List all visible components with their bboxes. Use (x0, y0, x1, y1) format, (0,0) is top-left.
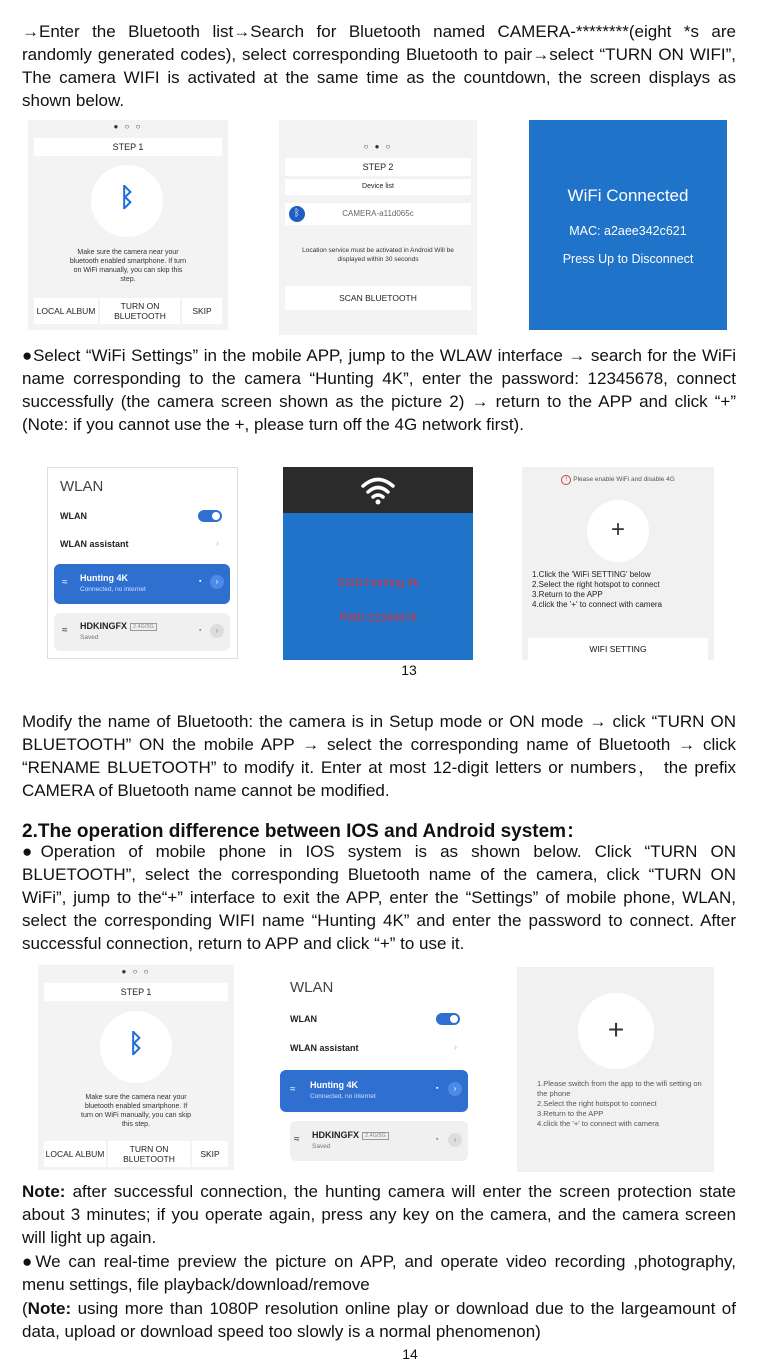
local-album-button[interactable]: LOCAL ALBUM (34, 298, 98, 324)
wifi-connected-title: WiFi Connected (567, 186, 689, 205)
scan-bluetooth-button[interactable]: SCAN BLUETOOTH (285, 286, 471, 310)
camera-header (283, 467, 473, 513)
page-dots: ○ ● ○ (363, 142, 393, 151)
location-note: Location service must be activated in Android Will be displayed within 30 seconds (302, 247, 454, 263)
ssid-text: SSID:Hunting 4k (337, 577, 419, 589)
step-description: Make sure the camera near your bluetooth enabled smartphone. If turn on WiFi manually, you can skip this step. (81, 1094, 191, 1128)
wifi-settings-paragraph: ●Select “WiFi Settings” in the mobile APP, jump to the WLAW interface → search for the WiFi name corresponding to the camera “Hunting 4K”, enter the password: 12345678, connect successfully (the camera screen shown as the picture 2) → return to the APP and click “+” (Note: if you cannot use the +, please turn off the 4G network first). (22, 346, 736, 434)
device-name: CAMERA-a11d065c (342, 209, 414, 218)
network-name: HDKINGFX 2.4G/5G (312, 1130, 389, 1140)
section-heading: 2.The operation difference between IOS and Android system： (22, 821, 586, 842)
page-number: 13 (401, 662, 417, 678)
camera-ssid-screen (283, 467, 473, 660)
info-icon[interactable]: › (448, 1082, 462, 1096)
password-text: PWD:12345678 (339, 612, 417, 624)
add-camera-button[interactable]: + (578, 993, 654, 1069)
preview-paragraph: ●We can real-time preview the picture on APP, and operate video recording ,photography, menu settings, file playback/download/remove (22, 1252, 736, 1294)
band-badge: 2.4G/5G (130, 623, 157, 631)
device-row[interactable] (285, 203, 471, 225)
lock-icon: ▪ (436, 1085, 439, 1092)
note-resolution: (Note: using more than 1080P resolution online play or download due to the largeamount of data, upload or download speed too slowly is a normal phenomenon) (22, 1299, 736, 1341)
network-name: HDKINGFX 2.4G/5G (80, 621, 157, 631)
step2-screenshot (279, 120, 477, 335)
device-list-label: Device list (285, 179, 471, 195)
lock-icon: ▪ (436, 1136, 439, 1143)
warning-icon: ! (561, 475, 571, 485)
skip-button[interactable]: SKIP (192, 1141, 228, 1167)
bluetooth-icon: ᛒ (119, 182, 135, 212)
intro-paragraph: →Enter the Bluetooth list→Search for Bluetooth named CAMERA-********(eight *s are randomly generated codes), select corresponding Bluetooth to pair→select “TURN ON WIFI”, The camera WIFI is activated at the same time as the countdown, the screen displays as shown below. (22, 22, 736, 110)
wifi-icon (360, 475, 396, 505)
info-icon[interactable]: › (210, 575, 224, 589)
chevron-right-icon: › (216, 538, 219, 548)
camera-wifi-connected-screen (529, 120, 727, 330)
rename-bluetooth-paragraph: Modify the name of Bluetooth: the camera is in Setup mode or ON mode → click “TURN ON BLUETOOTH” ON the mobile APP → select the corresponding name of Bluetooth → click “RENAME BLUETOOTH” to modify it. Enter at most 12-digit letters or numbers， the prefix CAMERA of Bluetooth name cannot be modified. (22, 712, 736, 800)
wlan-title: WLAN (290, 979, 334, 996)
network-hdkingfx[interactable] (290, 1121, 468, 1161)
wlan-label: WLAN (290, 1014, 317, 1024)
network-hunting-4k[interactable] (54, 564, 230, 604)
note-screen-protection: Note: after successful connection, the hunting camera will enter the screen protection state about 3 minutes; if you operate again, press any key on the camera, and the camera screen will light up again. (22, 1182, 736, 1247)
wifi-icon: ≈ (62, 577, 68, 588)
wlan-label: WLAN (60, 511, 87, 521)
mac-address: MAC: a2aee342c621 (569, 224, 687, 238)
turn-on-bluetooth-button[interactable]: TURN ON BLUETOOTH (100, 298, 180, 324)
turn-on-bluetooth-button[interactable]: TURN ON BLUETOOTH (108, 1141, 190, 1167)
wifi-setting-button[interactable]: WIFI SETTING (528, 638, 708, 660)
wlan-toggle[interactable] (436, 1013, 460, 1025)
network-status: Connected, no internet (80, 586, 146, 593)
step-title: STEP 1 (44, 983, 228, 1001)
page-dots: ● ○ ○ (113, 122, 143, 131)
app-instructions: 1.Click the 'WiFi SETTING' below 2.Select the right hotspot to connect 3.Return to the APP 4.click the '+' to connect with camera (532, 570, 663, 609)
note-label: Note: (22, 1182, 66, 1201)
step1-screenshot (28, 120, 228, 330)
app-plus-screenshot (522, 467, 714, 660)
ios-step1-screenshot (38, 965, 234, 1170)
chevron-right-icon: › (454, 1042, 457, 1052)
network-status: Saved (80, 634, 99, 641)
info-icon[interactable]: › (210, 624, 224, 638)
network-hunting-4k[interactable] (280, 1070, 468, 1112)
lock-icon: ▪ (199, 627, 202, 634)
ios-operation-paragraph: ●Operation of mobile phone in IOS system is as shown below. Click “TURN ON BLUETOOTH”, select the corresponding Bluetooth name of the camera, click “TURN ON WiFi”, jump to the“+” interface to exit the APP, enter the “Settings” of mobile phone, WLAN, select the corresponding WIFI name “Hunting 4K” and enter the password to connect. After successful connection, return to APP and click “+” to use it. (22, 842, 736, 953)
network-name: Hunting 4K (80, 573, 128, 583)
wlan-title: WLAN (60, 478, 104, 495)
wifi-icon: ≈ (290, 1084, 296, 1095)
lock-icon: ▪ (199, 578, 202, 585)
ios-plus-screenshot (517, 967, 714, 1172)
wlan-assistant[interactable]: WLAN assistant (60, 539, 129, 549)
wlan-screenshot (47, 467, 238, 659)
enable-wifi-warning: ! Please enable WiFi and disable 4G (522, 475, 714, 485)
page-number: 14 (402, 1346, 418, 1362)
wifi-icon: ≈ (62, 625, 68, 636)
step-title: STEP 2 (285, 158, 471, 176)
network-name: Hunting 4K (310, 1080, 358, 1090)
bluetooth-icon: ᛒ (128, 1028, 144, 1058)
note-label: Note: (27, 1299, 72, 1318)
wlan-assistant[interactable]: WLAN assistant (290, 1043, 359, 1053)
network-status: Connected, no internet (310, 1093, 376, 1100)
skip-button[interactable]: SKIP (182, 298, 222, 324)
step-title: STEP 1 (34, 138, 222, 156)
add-camera-button[interactable]: + (587, 500, 649, 562)
network-status: Saved (312, 1143, 331, 1150)
wifi-icon: ≈ (294, 1134, 300, 1145)
network-hdkingfx[interactable] (54, 613, 230, 651)
step-description: Make sure the camera near your bluetooth enabled smartphone. If turn on WiFi manually, you can skip this step. (69, 249, 187, 283)
bluetooth-icon: ᛒ (289, 206, 305, 222)
local-album-button[interactable]: LOCAL ALBUM (44, 1141, 106, 1167)
page-dots: ● ○ ○ (121, 967, 151, 976)
info-icon[interactable]: › (448, 1133, 462, 1147)
wlan-toggle[interactable] (198, 510, 222, 522)
band-badge: 2.4G/5G (362, 1132, 389, 1140)
ios-wlan-screenshot (276, 967, 474, 1169)
disconnect-hint: Press Up to Disconnect (562, 252, 694, 266)
ios-instructions: 1.Please switch from the app to the wifi setting on the phone 2.Select the right hotspot to connect 3.Return to the APP 4.click the '+' to connect with camera (537, 1079, 702, 1128)
